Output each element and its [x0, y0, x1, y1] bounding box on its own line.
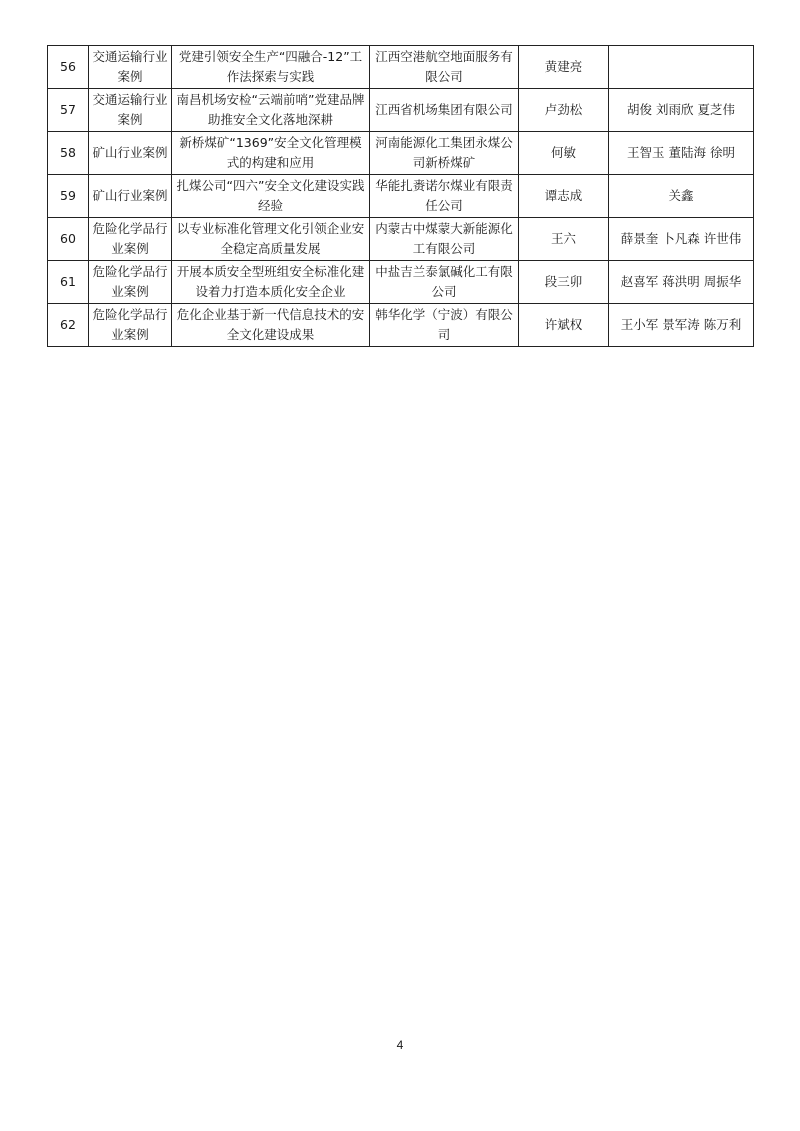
members: [609, 46, 754, 89]
row-number: 61: [48, 261, 89, 304]
case-title: 新桥煤矿“1369”安全文化管理模式的构建和应用: [172, 132, 370, 175]
table-row: [48, 89, 754, 132]
case-title: 扎煤公司“四六”安全文化建设实践经验: [172, 175, 370, 218]
leader: 段三卯: [519, 261, 609, 304]
leader: 何敏: [519, 132, 609, 175]
case-title: 开展本质安全型班组安全标准化建设着力打造本质化安全企业: [172, 261, 370, 304]
table-row: [48, 46, 754, 89]
leader: 黄建亮: [519, 46, 609, 89]
case-title: 党建引领安全生产“四融合-12”工作法探索与实践: [172, 46, 370, 89]
row-number: 59: [48, 175, 89, 218]
members: 王小军 景军涛 陈万利: [609, 304, 754, 347]
row-number: 56: [48, 46, 89, 89]
members: 王智玉 董陆海 徐明: [609, 132, 754, 175]
organization: 中盐吉兰泰氯碱化工有限公司: [370, 261, 519, 304]
row-number: 60: [48, 218, 89, 261]
table-row: [48, 175, 754, 218]
case-category: 矿山行业案例: [89, 132, 172, 175]
leader: 谭志成: [519, 175, 609, 218]
case-category: 矿山行业案例: [89, 175, 172, 218]
case-category: 危险化学品行业案例: [89, 304, 172, 347]
case-category: 交通运输行业案例: [89, 89, 172, 132]
case-table: [47, 45, 754, 347]
organization: 江西空港航空地面服务有限公司: [370, 46, 519, 89]
leader: 卢劲松: [519, 89, 609, 132]
members: 胡俊 刘雨欣 夏芝伟: [609, 89, 754, 132]
case-title: 南昌机场安检“云端前哨”党建品牌助推安全文化落地深耕: [172, 89, 370, 132]
case-title: 以专业标准化管理文化引领企业安全稳定高质量发展: [172, 218, 370, 261]
row-number: 62: [48, 304, 89, 347]
page-number: 4: [396, 1038, 404, 1052]
members: 赵喜军 蒋洪明 周振华: [609, 261, 754, 304]
case-category: 危险化学品行业案例: [89, 261, 172, 304]
table-row: [48, 261, 754, 304]
row-number: 58: [48, 132, 89, 175]
organization: 韩华化学（宁波）有限公司: [370, 304, 519, 347]
members: 薛景奎 卜凡森 许世伟: [609, 218, 754, 261]
organization: 内蒙古中煤蒙大新能源化工有限公司: [370, 218, 519, 261]
organization: 江西省机场集团有限公司: [370, 89, 519, 132]
organization: 河南能源化工集团永煤公司新桥煤矿: [370, 132, 519, 175]
leader: 王六: [519, 218, 609, 261]
case-category: 交通运输行业案例: [89, 46, 172, 89]
table-row: [48, 304, 754, 347]
row-number: 57: [48, 89, 89, 132]
case-category: 危险化学品行业案例: [89, 218, 172, 261]
leader: 许斌权: [519, 304, 609, 347]
case-title: 危化企业基于新一代信息技术的安全文化建设成果: [172, 304, 370, 347]
table-row: [48, 218, 754, 261]
members: 关鑫: [609, 175, 754, 218]
table-row: [48, 132, 754, 175]
organization: 华能扎赉诺尔煤业有限责任公司: [370, 175, 519, 218]
